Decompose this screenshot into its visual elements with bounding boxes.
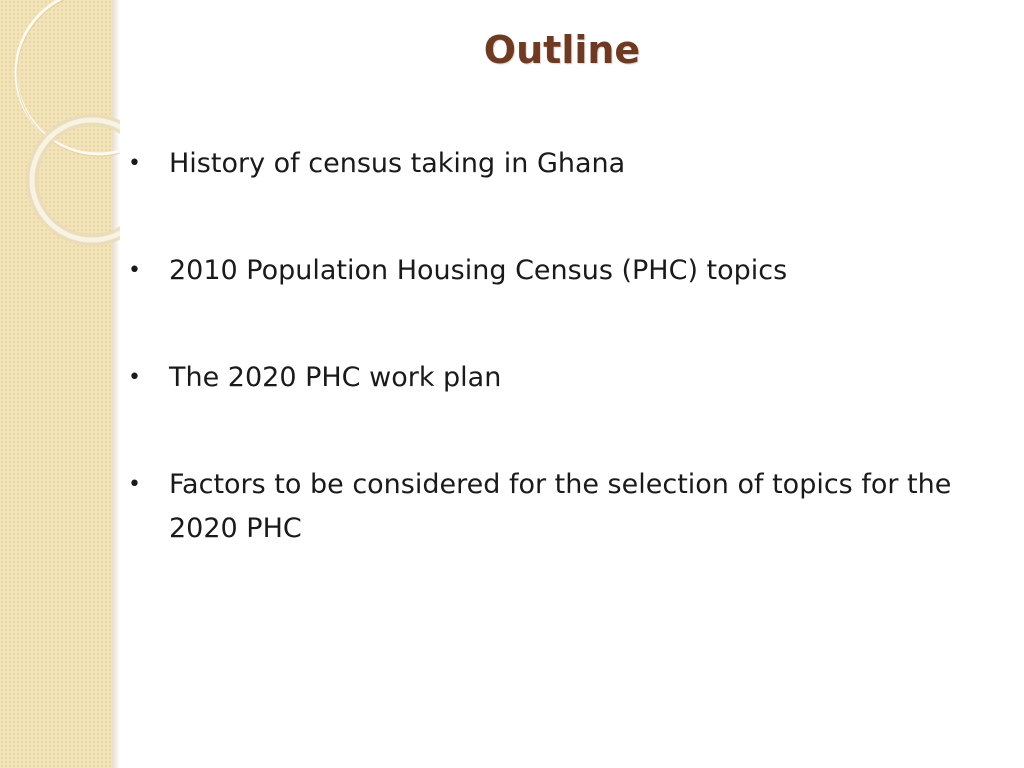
bullet-item <box>128 463 988 551</box>
bullet-text: 2010 Population Housing Census (PHC) topics <box>169 255 788 286</box>
bullet-item <box>128 356 988 400</box>
bullet-icon: • <box>128 151 141 176</box>
bullet-icon: • <box>128 365 141 390</box>
bullet-text: The 2020 PHC work plan <box>169 362 502 393</box>
bullet-text: History of census taking in Ghana <box>169 148 626 179</box>
ring-small <box>32 120 120 240</box>
bullet-list <box>128 142 988 614</box>
bullet-icon: • <box>128 258 141 283</box>
slide-title: Outline <box>483 28 641 72</box>
bullet-text: Factors to be considered for the selection of topics for the 2020 PHC <box>169 469 952 544</box>
bullet-item <box>128 249 988 293</box>
decorative-rings <box>0 0 120 260</box>
bullet-icon: • <box>128 472 141 497</box>
bullet-item <box>128 142 988 186</box>
